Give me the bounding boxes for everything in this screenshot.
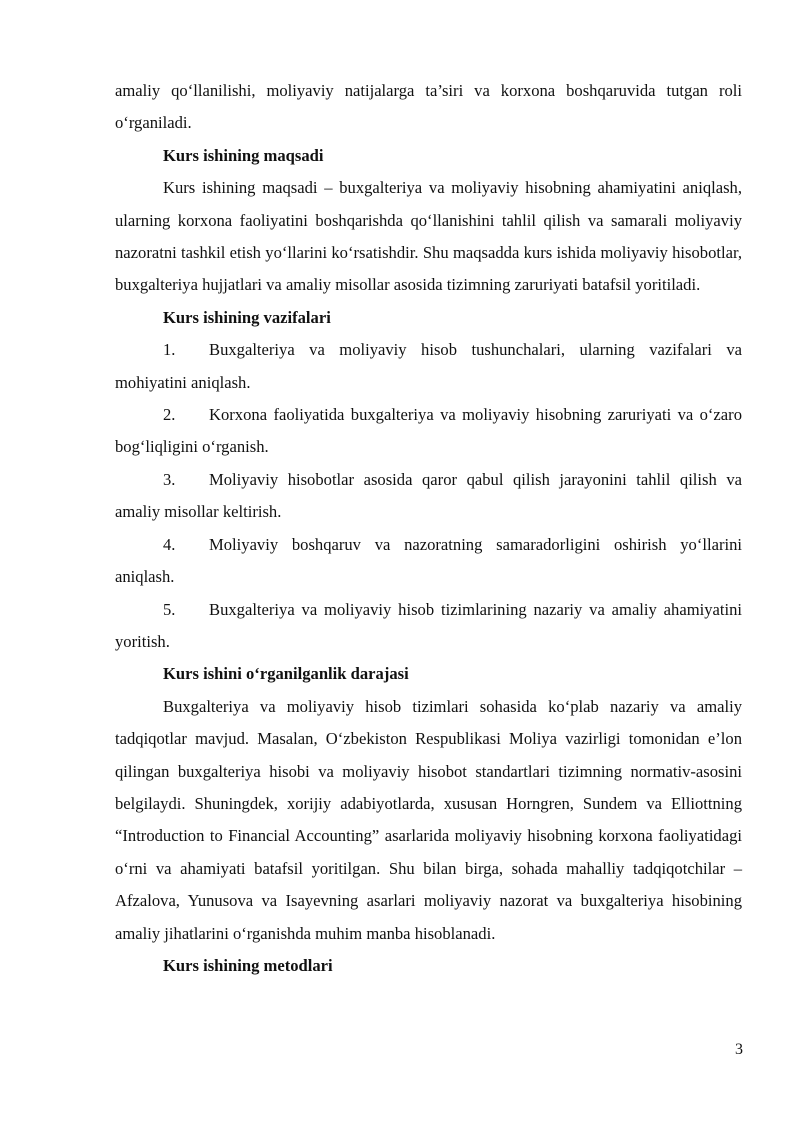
study-level-heading: Kurs ishini o‘rganilganlik darajasi: [163, 664, 409, 684]
task-text: Buxgalteriya va moliyaviy hisob tushunchalari, ularning vazifalari va mohiyatini aniqlash.: [115, 340, 742, 392]
document-page: [115, 75, 742, 982]
intro-continuation-paragraph: amaliy qo‘llanilishi, moliyaviy natijalarga ta’siri va korxona boshqaruvida tutgan roli o‘rganiladi.: [115, 81, 742, 133]
page-number: 3: [735, 1041, 743, 1058]
task-number: 1.: [163, 340, 176, 360]
purpose-paragraph: Kurs ishining maqsadi – buxgalteriya va moliyaviy hisobning ahamiyatini aniqlash, ularning korxona faoliyatini boshqarishda qo‘llanishini tahlil qilish va samarali moliyaviy nazoratni tashkil etish yo‘llarini ko‘rsatishdir. Shu maqsadda kurs ishida moliyaviy hisobotlar, buxgalteriya hujjatlari va amaliy misollar asosida tizimning zaruriyati batafsil yoritiladi.: [115, 178, 742, 295]
task-number: 2.: [163, 405, 176, 425]
purpose-heading: Kurs ishining maqsadi: [163, 145, 324, 165]
task-item-3: [115, 464, 742, 529]
task-item-4: [115, 529, 742, 594]
tasks-heading: Kurs ishining vazifalari: [163, 307, 331, 327]
task-item-1: [115, 334, 742, 399]
methods-heading: Kurs ishining metodlari: [163, 955, 333, 975]
task-item-2: [115, 399, 742, 464]
task-text: Moliyaviy boshqaruv va nazoratning samaradorligini oshirish yo‘llarini aniqlash.: [115, 534, 742, 587]
task-text: Buxgalteriya va moliyaviy hisob tizimlarining nazariy va amaliy ahamiyatini yoritish.: [115, 599, 742, 651]
study-level-paragraph: Buxgalteriya va moliyaviy hisob tizimlari sohasida ko‘plab nazariy va amaliy tadqiqotlar mavjud. Masalan, O‘zbekiston Respublikasi Moliya vazirligi tomonidan e’lon qilingan buxgalteriya hisobi va moliyaviy hisobot standartlari tizimning normativ-asosini belgilaydi. Shuningdek, xorijiy adabiyotlarda, xususan Horngren, Sundem va Elliottning “Introduction to Financial Accounting” asarlarida moliyaviy hisobning korxona faoliyatidagi o‘rni va ahamiyati batafsil yoritilgan. Shu bilan birga, sohada mahalliy tadqiqotchilar – Afzalova, Yunusova va Isayevning asarlari moliyaviy nazorat va buxgalteriya hisobining amaliy jihatlarini o‘rganishda muhim manba hisoblanadi.: [115, 696, 742, 943]
task-item-5: [115, 594, 742, 659]
task-number: 5.: [163, 599, 176, 619]
task-number: 3.: [163, 469, 176, 489]
task-text: Moliyaviy hisobotlar asosida qaror qabul qilish jarayonini tahlil qilish va amaliy misollar keltirish.: [115, 469, 742, 522]
task-number: 4.: [163, 534, 176, 554]
task-text: Korxona faoliyatida buxgalteriya va moliyaviy hisobning zaruriyati va o‘zaro bog‘liqligini o‘rganish.: [115, 405, 742, 457]
